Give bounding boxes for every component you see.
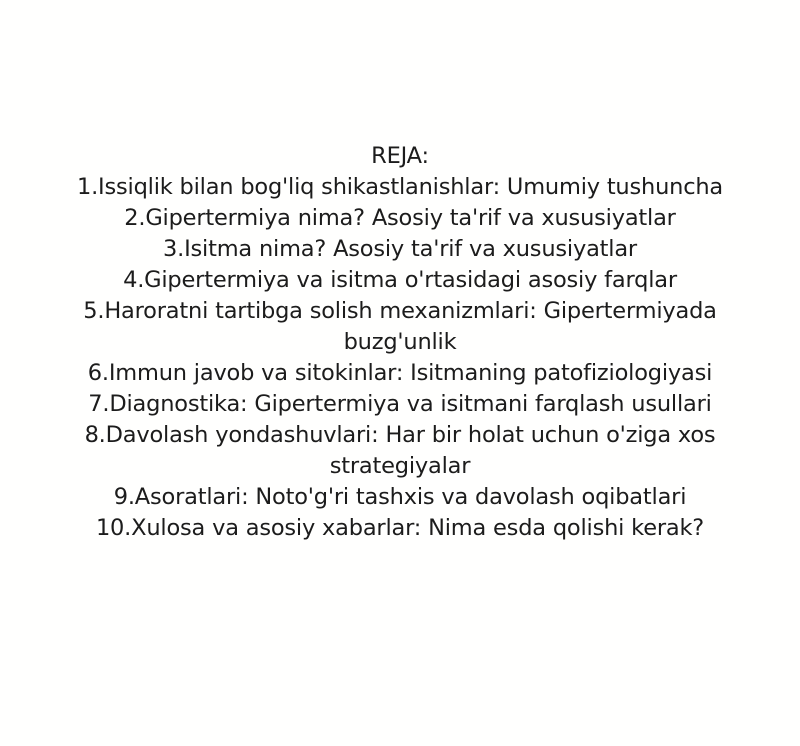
plan-list — [50, 172, 750, 544]
plan-item-4: 4.Gipertermiya va isitma o'rtasidagi asosiy farqlar — [123, 267, 677, 293]
plan-item-9: 9.Asoratlari: Noto'g'ri tashxis va davolash oqibatlari — [113, 484, 687, 510]
plan-item-1: 1.Issiqlik bilan bog'liq shikastlanishlar: Umumiy tushuncha — [76, 174, 724, 200]
plan-item-10: 10.Xulosa va asosiy xabarlar: Nima esda qolishi kerak? — [95, 515, 705, 541]
plan-section — [50, 141, 750, 544]
plan-item-8: 8.Davolash yondashuvlari: Har bir holat uchun o'ziga xos strategiyalar — [84, 422, 716, 479]
plan-item-2: 2.Gipertermiya nima? Asosiy ta'rif va xususiyatlar — [124, 205, 676, 231]
plan-item-6: 6.Immun javob va sitokinlar: Isitmaning patofiziologiyasi — [87, 360, 713, 386]
plan-item-3: 3.Isitma nima? Asosiy ta'rif va xususiyatlar — [163, 236, 637, 262]
plan-item-5: 5.Haroratni tartibga solish mexanizmlari: Gipertermiyada buzg'unlik — [83, 298, 717, 355]
plan-title: REJA: — [371, 143, 429, 169]
plan-item-7: 7.Diagnostika: Gipertermiya va isitmani farqlash usullari — [88, 391, 712, 417]
